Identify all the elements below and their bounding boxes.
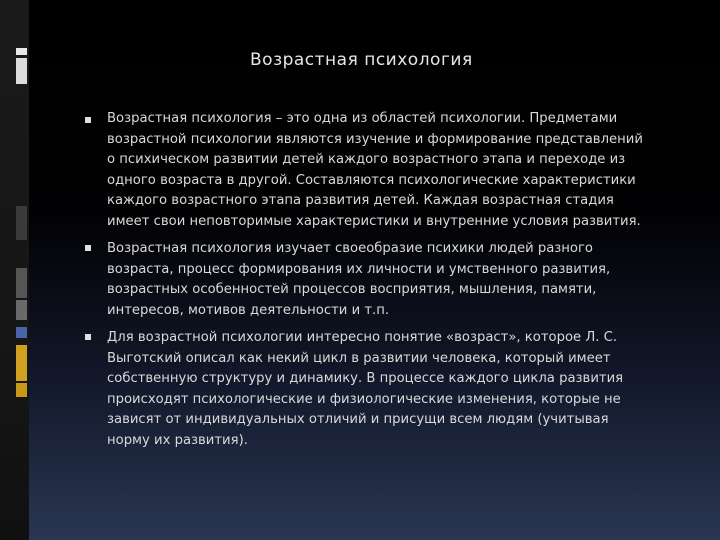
paragraph-line: имеет свои неповторимые характеристики и внутренние условия развития. — [107, 213, 641, 229]
paragraph-line: одного возраста в другой. Составляются психологические характеристики — [107, 172, 636, 188]
decor-stripe — [16, 300, 27, 320]
decor-stripe — [16, 345, 27, 381]
left-decorative-bar — [0, 0, 29, 540]
paragraph-2 — [107, 239, 687, 321]
paragraph-line: Выготский описал как некий цикл в развитии человека, который имеет — [107, 350, 611, 366]
paragraph-line: о психическом развитии детей каждого возрастного этапа и переходе из — [107, 152, 626, 168]
paragraph-line: возрастной психологии являются изучение и формирование представлений — [107, 131, 643, 147]
decor-stripe — [16, 206, 27, 240]
paragraph-line: Возрастная психология изучает своеобразие психики людей разного — [107, 241, 593, 256]
bullet-icon — [85, 245, 91, 251]
bullet-icon — [85, 117, 91, 123]
decor-stripe — [16, 327, 27, 338]
slide-title: Возрастная психология — [250, 50, 473, 70]
decor-stripe — [16, 383, 27, 397]
decor-stripe — [16, 48, 27, 55]
bullet-icon — [85, 334, 91, 340]
paragraph-line: интересов, мотивов деятельности и т.п. — [107, 302, 390, 318]
paragraph-line: Возрастная психология – это одна из областей психологии. Предметами — [107, 111, 618, 126]
paragraph-1 — [107, 109, 687, 233]
decor-stripe — [16, 58, 27, 84]
paragraph-line: каждого возрастного этапа развития детей. Каждая возрастная стадия — [107, 193, 614, 209]
paragraph-line: происходят психологические и физиологические изменения, которые не — [107, 391, 621, 407]
paragraph-line: Для возрастной психологии интересно понятие «возраст», которое Л. С. — [107, 330, 618, 345]
paragraph-line: норму их развития). — [107, 432, 248, 448]
paragraph-line: зависят от индивидуальных отличий и присущи всем людям (учитывая — [107, 412, 609, 428]
paragraph-3 — [107, 328, 687, 452]
decor-stripe — [16, 268, 27, 298]
paragraph-line: возрастных особенностей процессов восприятия, мышления, памяти, — [107, 282, 597, 298]
paragraph-line: собственную структуру и динамику. В процессе каждого цикла развития — [107, 371, 624, 387]
paragraph-line: возраста, процесс формирования их личности и умственного развития, — [107, 261, 611, 277]
